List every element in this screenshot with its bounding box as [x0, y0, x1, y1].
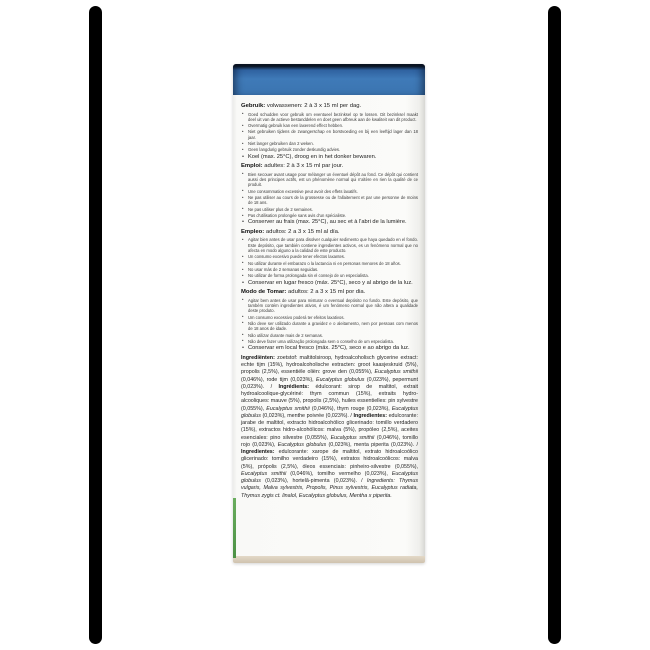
bullet-text: Un consumo excesivo puede tener efectos laxantes.: [248, 254, 346, 260]
bullet-icon: •: [242, 332, 244, 338]
section-usage-portuguese: [241, 289, 418, 352]
section-label: Empleo:: [241, 228, 265, 235]
instruction-bullet: [241, 267, 418, 272]
section-label: Gebruik:: [241, 103, 266, 109]
bullet-text: No usar más de 2 semanas seguidas.: [248, 267, 319, 272]
bullet-icon: •: [242, 219, 244, 226]
bullet-icon: •: [242, 140, 244, 146]
ingredients-run: (0,023%), menta piperita (0,023%). /: [326, 441, 419, 448]
bullet-icon: •: [242, 345, 244, 352]
bullet-text: Niet langer gebruiken dan 2 weken.: [248, 141, 314, 147]
instruction-bullet: [241, 207, 418, 212]
instruction-bullet: [241, 261, 418, 266]
instruction-bullet: [241, 123, 418, 128]
instruction-bullet: [241, 339, 418, 344]
ingredients-run: Eucalyptus smithii: [266, 405, 310, 412]
ingredients-run: édulcorant: sirop de maltitol, extrait hydroalcoolique-glycériné: thym commun (15%), extraits hydro-alcooliques: mauve (5%), propolis (2,5%), huiles essentielles: pin sylvestre (0,055%),: [241, 383, 419, 412]
instruction-list: [241, 172, 418, 218]
ingredients-run: edulcorante: jarabe de maltitol, extracto hidroalcohólico glicerinado: tomillo verdadero (15%), extractos hidro-alcohólicos: malva (5%), propóleo (2,5%), aceites esenciales: pino silvestre (0,055%),: [241, 412, 418, 441]
instruction-list: [241, 112, 418, 153]
section-usage-dutch: [241, 103, 418, 161]
storage-instruction: [241, 219, 418, 226]
storage-text: Koel (max. 25°C), droog en in het donker bewaren.: [248, 153, 377, 160]
bullet-icon: •: [242, 212, 244, 218]
instruction-bullet: [241, 147, 418, 152]
bullet-icon: •: [242, 320, 244, 326]
instruction-list: [241, 298, 418, 344]
ingredients-run: Ingrédients:: [278, 383, 310, 390]
bullet-text: Overmatig gebruik kan een laxerend effect hebben.: [248, 123, 344, 129]
instruction-bullet: [241, 321, 418, 331]
bullet-icon: •: [242, 153, 244, 160]
bullet-text: Agitar bem antes de usar para misturar o eventual depósito no fundo. Este depósito, que também contém ingredientes ativos, é um fenómeno normal que não altera a qualidade deste produto.: [248, 297, 418, 314]
bullet-text: Agitar bien antes de usar para disolver cualquier sedimento que haya quedado en el fondo. Este depósito, que también contiene ingredientes activos, es un fenómeno normal que no afecta en modo alguno a la calidad de este producto.: [248, 237, 418, 253]
instruction-bullet: [241, 172, 418, 188]
ingredients-run: Eucalyptus globulus: [277, 441, 327, 448]
bullet-icon: •: [242, 253, 244, 259]
section-dose: adultes: 2 à 3 x 15 ml par jour.: [264, 163, 344, 170]
box-top-blue-band: [233, 64, 425, 95]
ingredients-run: (0,023%), menthe poivrée (0,023%). /: [260, 412, 354, 419]
bullet-text: Ne pas utiliser au cours de la grossesse ou de l'allaitement et par une personne de moins de 18 ans.: [248, 195, 418, 206]
box-text-panel: [233, 95, 425, 556]
bullet-icon: •: [242, 194, 244, 200]
storage-text: Conservar em local fresco (máx. 25°C), seco e ao abrigo da luz.: [248, 345, 410, 352]
bullet-text: Não deve ser utilizado durante a gravidez e o aleitamento, nem por pessoas com menos de 18 anos de idade.: [248, 320, 418, 332]
section-heading: [241, 103, 418, 110]
bullet-icon: •: [242, 266, 244, 272]
ingredients-run: Eucalyptus globulus: [241, 405, 418, 419]
ingredients-run: Eucalyptus globulus: [316, 376, 365, 383]
ingredients-run: (0,046%), thym rouge (0,023%),: [309, 405, 392, 412]
ingredients-run: Eucalyptus smithii: [330, 434, 375, 441]
bullet-text: Não utilizar durante mais de 2 semanas.: [248, 332, 323, 338]
bullet-icon: •: [242, 260, 244, 266]
instruction-bullet: [241, 254, 418, 259]
bullet-text: No utilizar durante el embarazo o la lactancia ni en personas menores de 18 años.: [248, 260, 401, 266]
section-dose: adultos: 2 a 3 x 15 ml por dia.: [288, 289, 366, 296]
left-frame-bar: [89, 6, 102, 644]
bullet-text: Une consommation excessive peut avoir des effets laxatifs.: [248, 188, 358, 194]
bullet-icon: •: [242, 188, 244, 194]
ingredients-run: Ingredients: Thymus vulgaris, Malva sylvestris, Propolis, Pinus sylvestris, Eucalyptus radiata, Thymus zygis ct. linalol, Eucalyptus globulus, Mentha x piperita.: [241, 478, 419, 499]
ingredients-run: (0,046%), rode tijm (0,023%),: [241, 376, 316, 383]
instruction-bullet: [241, 237, 418, 253]
instruction-bullet: [241, 195, 418, 205]
section-usage-spanish: [241, 229, 418, 287]
section-heading: [241, 229, 418, 236]
storage-text: Conservar en lugar fresco (máx. 25°C), seco y al abrigo de la luz.: [248, 279, 413, 286]
storage-instruction: [241, 280, 418, 287]
box-side-green-strip: [233, 498, 236, 558]
storage-text: Conserver au frais (max. 25°C), au sec et à l'abri de la lumière.: [248, 219, 407, 226]
bullet-icon: •: [242, 272, 244, 278]
storage-instruction: [241, 345, 418, 352]
bullet-icon: •: [242, 206, 244, 212]
bullet-text: Um consumo excessivo poderá ter efeitos laxativos.: [248, 314, 345, 320]
bullet-text: Niet gebruiken tijdens de zwangerschap en borstvoeding en bij een leeftijd lager dan 18 jaar.: [248, 129, 418, 140]
bullet-icon: •: [242, 146, 244, 152]
instruction-bullet: [241, 129, 418, 139]
ingredients-run: (0,023%), hortelã-pimenta (0,023%). /: [260, 478, 367, 485]
bullet-icon: •: [242, 111, 244, 116]
section-label: Emploi:: [241, 163, 263, 170]
bullet-text: Ne pas utiliser plus de 2 semaines.: [248, 206, 313, 212]
instruction-bullet: [241, 213, 418, 218]
bullet-icon: •: [242, 171, 244, 177]
section-dose: volwassenen: 2 à 3 x 15 ml per dag.: [266, 103, 362, 109]
bullet-text: Não deve fazer uma utilização prolongada sem o conselho de um especialista.: [248, 338, 394, 344]
ingredients-run: Ingredientes:: [353, 412, 388, 419]
box-bottom-flap: [233, 556, 425, 563]
ingredients-run: zoetstof: maltitolsiroop, hydroalcoholisch glycerine extract: echte tijm (15%), hydroalcoholische extracten: groot kaasjeskruid (5%), propolis (2,5%), essentiële oliën: grove den (0,055%),: [241, 354, 418, 376]
instruction-bullet: [241, 112, 418, 122]
bullet-icon: •: [242, 128, 244, 134]
ingredients-run: Ingredientes:: [241, 449, 275, 456]
storage-instruction: [241, 154, 418, 161]
bullet-text: Pas d'utilisation prolongée sans avis d'un spécialiste.: [248, 213, 347, 219]
bullet-text: Bien secouer avant usage pour mélanger un éventuel dépôt au fond. Ce dépôt qui contient aussi des principes actifs, est un phénomène normal qui n'altère en rien la qualité de ce produit.: [248, 171, 418, 188]
bullet-icon: •: [242, 338, 244, 344]
ingredients-run: Ingrediënten:: [241, 354, 275, 361]
instruction-bullet: [241, 298, 418, 314]
right-frame-bar: [548, 6, 561, 644]
bullet-icon: •: [242, 279, 244, 286]
ingredients-run: Eucalyptus smithii: [374, 369, 418, 376]
bullet-icon: •: [242, 314, 244, 320]
section-dose: adultos: 2 a 3 x 15 ml al día.: [265, 228, 340, 235]
bullet-text: Geen langdurig gebruik zonder deskundig advies.: [248, 147, 341, 153]
bullet-icon: •: [242, 122, 244, 128]
instruction-bullet: [241, 273, 418, 278]
product-box-back-panel: [233, 64, 425, 563]
ingredients-run: Eucalyptus smithii: [241, 470, 287, 477]
bullet-icon: •: [242, 297, 244, 303]
section-heading: [241, 163, 418, 170]
instruction-bullet: [241, 333, 418, 338]
instruction-list: [241, 237, 418, 278]
section-heading: [241, 289, 418, 296]
ingredients-run: edulcorante: xarope de maltitol, extrato hidroalcoólico glicerinado: tomilho verdadeiro (15%), extratos hidroalcoólicos: malva (5%), própolis (2,5%), óleos essenciais: pinheiro-silvestre (0,055%),: [241, 449, 418, 470]
instruction-bullet: [241, 189, 418, 194]
ingredients-run: Eucalyptus globulus: [241, 470, 418, 485]
instruction-bullet: [241, 315, 418, 320]
ingredients-paragraph: [241, 355, 418, 500]
bullet-text: No utilizar de forma prolongada sin el consejo de un especialista.: [248, 273, 369, 279]
ingredients-run: (0,046%), tomillo rojo (0,023%),: [241, 434, 418, 448]
bullet-text: Goed schudden voor gebruik om eventueel bezinksel op te lossen. Dit bezinksel maakt deel uit van de actieve bestanddelen en doet geen afbreuk aan de kwaliteit van dit product.: [248, 111, 418, 122]
ingredients-run: (0,023%), pepermunt (0,023%). /: [241, 376, 419, 390]
instruction-bullet: [241, 141, 418, 146]
bullet-icon: •: [242, 236, 244, 242]
section-usage-french: [241, 163, 418, 226]
ingredients-run: (0,046%), tomilho vermelho (0,023%),: [286, 470, 392, 477]
section-label: Modo de Tomar:: [241, 289, 287, 296]
